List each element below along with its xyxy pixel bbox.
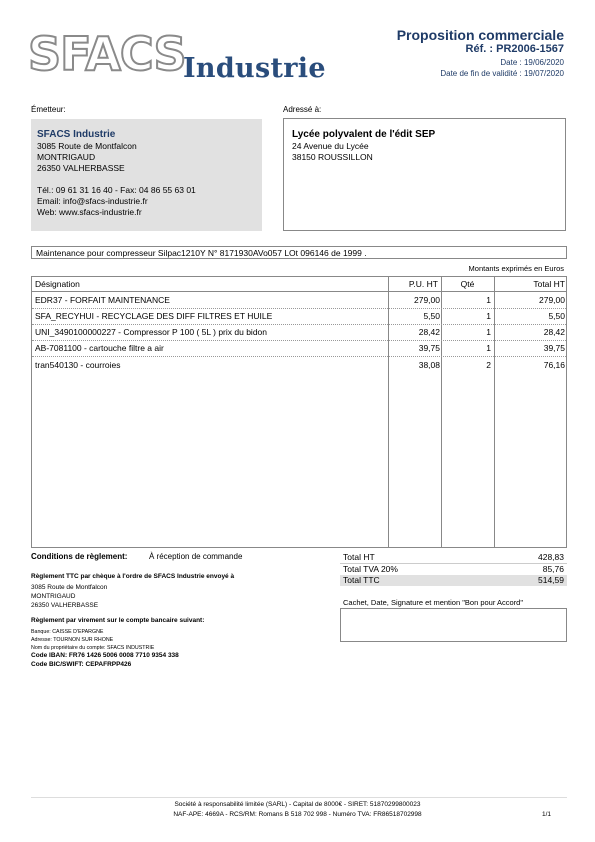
row-designation: tran540130 - courroies [35, 360, 121, 370]
footer-legal-line-1: Société à responsabilité limitée (SARL) - Capital de 8000€ - SIRET: 51870299800023 [174, 801, 421, 808]
emitter-name: SFACS Industrie [37, 129, 116, 140]
row-designation: SFA_RECYHUI - RECYCLAGE DES DIFF FILTRES ET HUILE [35, 311, 273, 321]
total-ht-row [340, 552, 567, 564]
table-row [32, 324, 566, 341]
table-row [32, 308, 566, 325]
row-total: 5,50 [548, 311, 565, 321]
signature-label: Cachet, Date, Signature et mention "Bon pour Accord" [343, 598, 524, 607]
total-ttc-row [340, 575, 567, 586]
total-ht-value: 428,83 [538, 552, 564, 562]
row-total: 279,00 [539, 295, 565, 305]
row-total: 76,16 [543, 360, 565, 370]
emitter-city: MONTRIGAUD [37, 152, 96, 162]
page-number: 1/1 [541, 811, 551, 818]
emitter-label: Émetteur: [31, 105, 66, 114]
emitter-address: 3085 Route de Montfalcon [37, 141, 137, 151]
cheque-address-line: 3085 Route de Montfalcon [31, 584, 108, 591]
row-quantity: 1 [486, 311, 491, 321]
company-logo [28, 27, 326, 85]
row-quantity: 1 [486, 343, 491, 353]
row-unit-price: 28,42 [418, 327, 440, 337]
recipient-address: 24 Avenue du Lycée [292, 141, 369, 151]
signature-box [340, 608, 567, 642]
emitter-email: Email: info@sfacs-industrie.fr [37, 196, 148, 206]
row-designation: UNI_3490100000227 - Compressor P 100 ( 5L ) prix du bidon [35, 327, 268, 337]
table-header [32, 277, 566, 292]
footer-legal-line-2: NAF-APE: 4669A - RCS/RM: Romans B 518 702 998 - Numéro TVA: FR86518702998 [173, 811, 422, 818]
row-unit-price: 279,00 [414, 295, 440, 305]
emitter-phone: Tél.: 09 61 31 16 40 - Fax: 04 86 55 63 01 [37, 185, 196, 195]
row-quantity: 1 [486, 295, 491, 305]
row-designation: EDR37 - FORFAIT MAINTENANCE [35, 295, 170, 305]
total-tva-value: 85,76 [542, 564, 564, 574]
row-unit-price: 39,75 [418, 343, 440, 353]
header-quantity: Qté [460, 279, 475, 289]
row-unit-price: 5,50 [423, 311, 440, 321]
currency-note: Montants exprimés en Euros [468, 264, 564, 273]
row-quantity: 1 [486, 327, 491, 337]
header-unit-price: P.U. HT [408, 279, 438, 289]
recipient-zip-city: 38150 ROUSSILLON [292, 152, 373, 162]
table-row [32, 357, 566, 373]
bank-line: Adresse: TOURNON SUR RHONE [31, 637, 114, 643]
emitter-zip-city: 26350 VALHERBASSE [37, 163, 125, 173]
table-row [32, 292, 566, 309]
recipient-label: Adressé à: [283, 105, 322, 114]
row-quantity: 2 [486, 360, 491, 370]
header-designation: Désignation [35, 279, 80, 289]
object-line: Maintenance pour compresseur Silpac1210Y N° 8171930AVo057 LOt 096146 de 1999 . [31, 246, 567, 259]
footer-divider [31, 797, 567, 798]
bank-heading: Règlement par virement sur le compte bancaire suivant: [31, 617, 205, 624]
recipient-box [283, 118, 566, 231]
table-row [32, 340, 566, 357]
bank-line: Nom du propriétaire du compte: SFACS INDUSTRIE [31, 645, 155, 651]
logo-brand: SFACS [28, 27, 186, 81]
bank-bic: Code BIC/SWIFT: CEPAFRPP426 [31, 661, 132, 668]
document-ref: Réf. : PR2006-1567 [465, 43, 564, 55]
emitter-web: Web: www.sfacs-industrie.fr [37, 207, 142, 217]
row-total: 28,42 [543, 327, 565, 337]
items-table [31, 276, 567, 548]
total-ht-label: Total HT [343, 552, 375, 562]
row-designation: AB-7081100 - cartouche filtre a air [35, 343, 164, 353]
recipient-name: Lycée polyvalent de l'édit SEP [292, 129, 436, 140]
cheque-address-line: 26350 VALHERBASSE [31, 602, 99, 609]
total-tva-label: Total TVA 20% [343, 564, 398, 574]
cheque-heading: Règlement TTC par chèque à l'ordre de SFACS Industrie envoyé à [31, 573, 235, 580]
cheque-address-line: MONTRIGAUD [31, 593, 76, 600]
logo-suffix: Industrie [183, 53, 326, 84]
document-date: Date : 19/06/2020 [500, 58, 564, 67]
bank-line: Banque: CAISSE D'EPARGNE [31, 629, 104, 635]
total-ttc-label: Total TTC [343, 575, 380, 585]
payment-terms-value: À réception de commande [149, 552, 243, 561]
document-title: Proposition commerciale [396, 27, 564, 43]
payment-terms-label: Conditions de règlement: [31, 552, 128, 561]
row-unit-price: 38,08 [418, 360, 440, 370]
validity-date: Date de fin de validité : 19/07/2020 [440, 69, 564, 78]
row-total: 39,75 [543, 343, 565, 353]
bank-iban: Code IBAN: FR76 1426 5006 0008 7710 9354 338 [31, 652, 179, 659]
header-total: Total HT [533, 279, 565, 289]
emitter-box [31, 119, 262, 231]
total-ttc-value: 514,59 [538, 575, 564, 585]
